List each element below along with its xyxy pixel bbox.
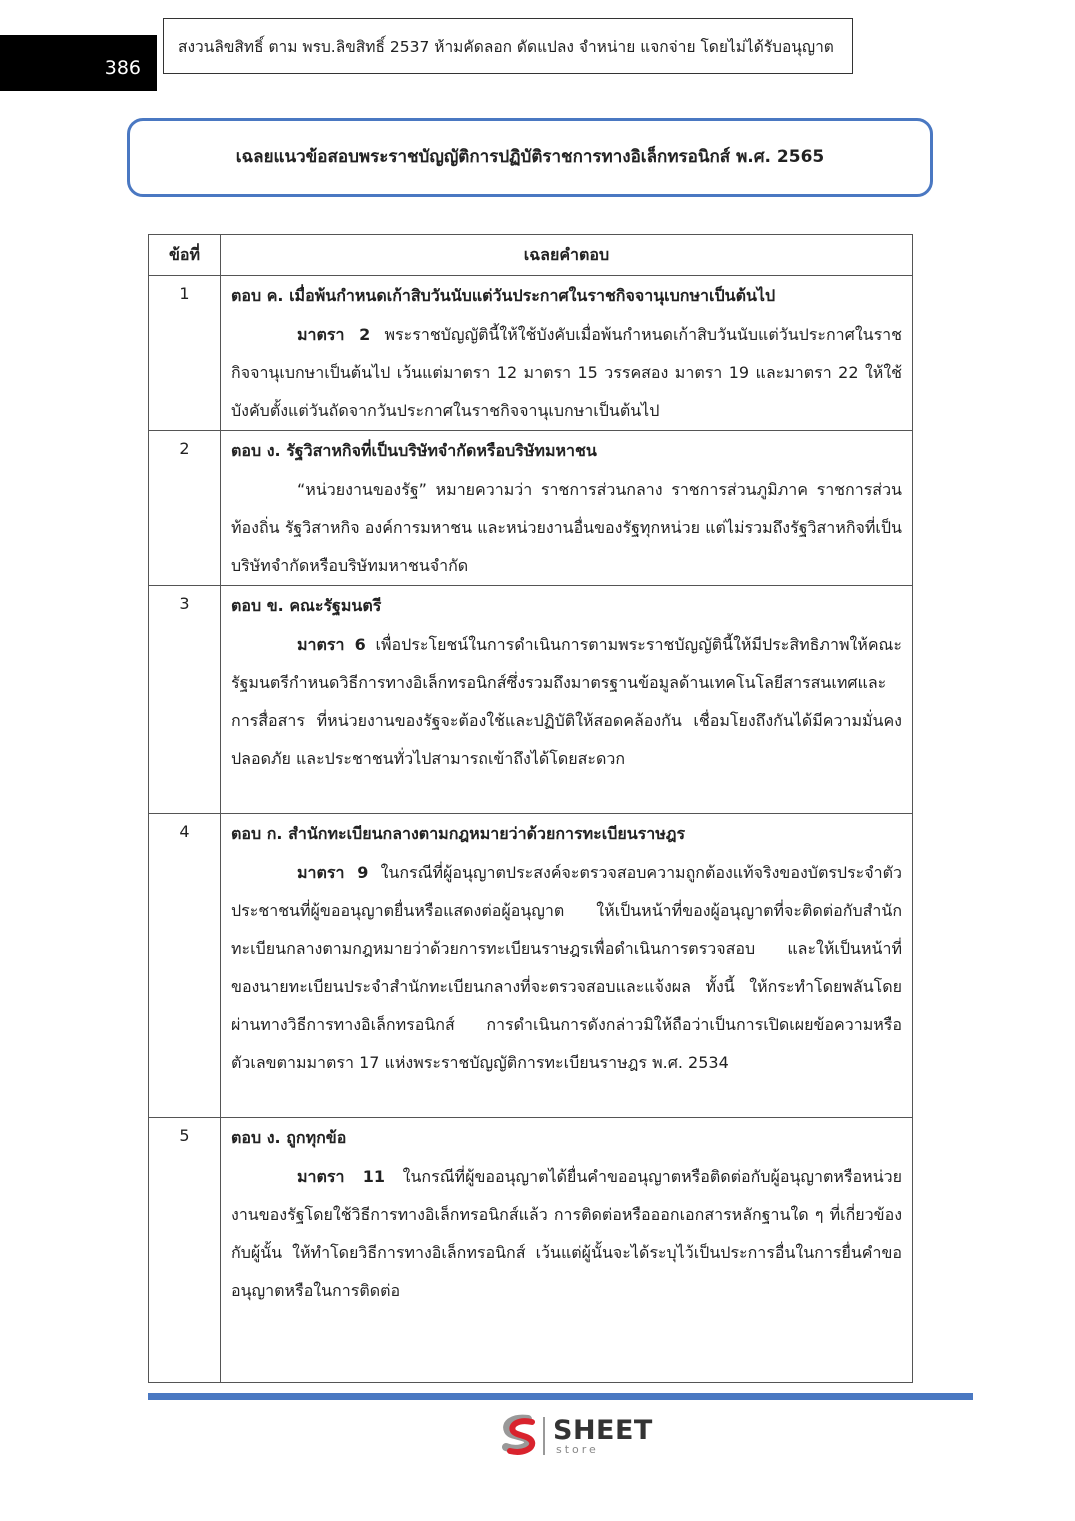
question-number: 3: [149, 586, 221, 814]
table-row: [149, 276, 913, 431]
answer-explanation: [231, 471, 902, 585]
table-row: [149, 1118, 913, 1383]
copyright-notice: สงวนลิขสิทธิ์ ตาม พรบ.ลิขสิทธิ์ 2537 ห้ามคัดลอก ดัดแปลง จำหน่าย แจกจ่าย โดยไม่ได้รับอนุญาต: [163, 18, 853, 74]
section-ref: มาตรา 9: [297, 863, 369, 882]
answer-explanation: [231, 1158, 902, 1310]
table-row: [149, 814, 913, 1118]
page-number: 386: [104, 57, 141, 79]
answer-choice: ตอบ ค. เมื่อพ้นกำหนดเก้าสิบวันนับแต่วันประกาศในราชกิจจานุเบกษาเป็นต้นไป: [231, 286, 776, 305]
table-header-row: [149, 235, 913, 276]
logo-wordmark: SHEET: [553, 1415, 653, 1446]
explanation-text: พระราชบัญญัตินี้ให้ใช้บังคับเมื่อพ้นกำหนดเก้าสิบวันนับแต่วันประกาศในราชกิจจานุเบกษาเป็นต้นไป เว้นแต่มาตรา 12 มาตรา 15 วรรคสอง มาตรา 19 และมาตรา 22 ให้ใช้บังคับตั้งแต่วันถัดจากวันประกาศในราชกิจจานุเบกษาเป็นต้นไป: [231, 325, 902, 420]
answer-cell: [221, 276, 913, 431]
answer-explanation: [231, 316, 902, 430]
footer-divider: [148, 1393, 973, 1400]
answer-choice: ตอบ ข. คณะรัฐมนตรี: [231, 596, 382, 615]
logo-subtitle: store: [556, 1443, 599, 1456]
page-title: เฉลยแนวข้อสอบพระราชบัญญัติการปฏิบัติราชการทางอิเล็กทรอนิกส์ พ.ศ. 2565: [127, 118, 933, 197]
section-ref: มาตรา 2: [297, 325, 371, 344]
question-number: 2: [149, 431, 221, 586]
answer-choice: ตอบ ง. ถูกทุกข้อ: [231, 1128, 347, 1147]
answer-choice: ตอบ ง. รัฐวิสาหกิจที่เป็นบริษัทจำกัดหรือบริษัทมหาชน: [231, 441, 597, 460]
question-number: 4: [149, 814, 221, 1118]
explanation-text: “หน่วยงานของรัฐ” หมายความว่า ราชการส่วนกลาง ราชการส่วนภูมิภาค ราชการส่วนท้องถิ่น รัฐวิสาหกิจ องค์การมหาชน และหน่วยงานอื่นของรัฐทุกหน่วย แต่ไม่รวมถึงรัฐวิสาหกิจที่เป็นบริษัทจำกัดหรือบริษัทมหาชนจำกัด: [231, 480, 902, 575]
explanation-text: ในกรณีที่ผู้อนุญาตประสงค์จะตรวจสอบความถูกต้องแท้จริงของบัตรประจำตัวประชาชนที่ผู้ขออนุญาตยื่นหรือแสดงต่อผู้อนุญาต ให้เป็นหน้าที่ของผู้อนุญาตที่จะติดต่อกับสำนักทะเบียนกลางตามกฎหมายว่าด้วยการทะเบียนราษฎรเพื่อดำเนินการตรวจสอบ และให้เป็นหน้าที่ของนายทะเบียนประจำสำนักทะเบียนกลางที่จะตรวจสอบและแจ้งผล ทั้งนี้ ให้กระทำโดยพลันโดยผ่านทางวิธีการทางอิเล็กทรอนิกส์ การดำเนินการดังกล่าวมิให้ถือว่าเป็นการเปิดเผยข้อความหรือตัวเลขตามมาตรา 17 แห่งพระราชบัญญัติการทะเบียนราษฎร พ.ศ. 2534: [231, 863, 903, 1072]
table-row: [149, 586, 913, 814]
table-row: [149, 431, 913, 586]
page-number-badge: [0, 35, 157, 91]
answer-cell: [221, 431, 913, 586]
section-ref: มาตรา 11: [297, 1167, 385, 1186]
explanation-text: เพื่อประโยชน์ในการดำเนินการตามพระราชบัญญัตินี้ให้มีประสิทธิภาพให้คณะรัฐมนตรีกำหนดวิธีการทางอิเล็กทรอนิกส์ซึ่งรวมถึงมาตรฐานข้อมูลด้านเทคโนโลยีสารสนเทศและการสื่อสาร ที่หน่วยงานของรัฐจะต้องใช้และปฏิบัติให้สอดคล้องกัน เชื่อมโยงถึงกันได้มีความมั่นคงปลอดภัย และประชาชนทั่วไปสามารถเข้าถึงได้โดยสะดวก: [231, 635, 902, 768]
sheet-store-logo: [498, 1413, 653, 1459]
sheet-s-logo-icon: [498, 1413, 546, 1459]
section-ref: มาตรา 6: [297, 635, 366, 654]
question-number: 1: [149, 276, 221, 431]
answer-cell: [221, 814, 913, 1118]
answer-table: [148, 234, 913, 1383]
answer-cell: [221, 1118, 913, 1383]
explanation-text: ในกรณีที่ผู้ขออนุญาตได้ยื่นคำขออนุญาตหรือติดต่อกับผู้อนุญาตหรือหน่วยงานของรัฐโดยใช้วิธีการทางอิเล็กทรอนิกส์แล้ว การติดต่อหรือออกเอกสารหลักฐานใด ๆ ที่เกี่ยวข้องกับผู้นั้น ให้ทำโดยวิธีการทางอิเล็กทรอนิกส์ เว้นแต่ผู้นั้นจะได้ระบุไว้เป็นประการอื่นในการยื่นคำขออนุญาตหรือในการติดต่อ: [231, 1167, 902, 1300]
answer-explanation: [231, 626, 902, 778]
answer-choice: ตอบ ก. สำนักทะเบียนกลางตามกฎหมายว่าด้วยการทะเบียนราษฎร: [231, 824, 686, 843]
column-header-answer: เฉลยคำตอบ: [221, 235, 913, 276]
question-number: 5: [149, 1118, 221, 1383]
column-header-no: ข้อที่: [149, 235, 221, 276]
answer-explanation: [231, 854, 902, 1082]
answer-cell: [221, 586, 913, 814]
